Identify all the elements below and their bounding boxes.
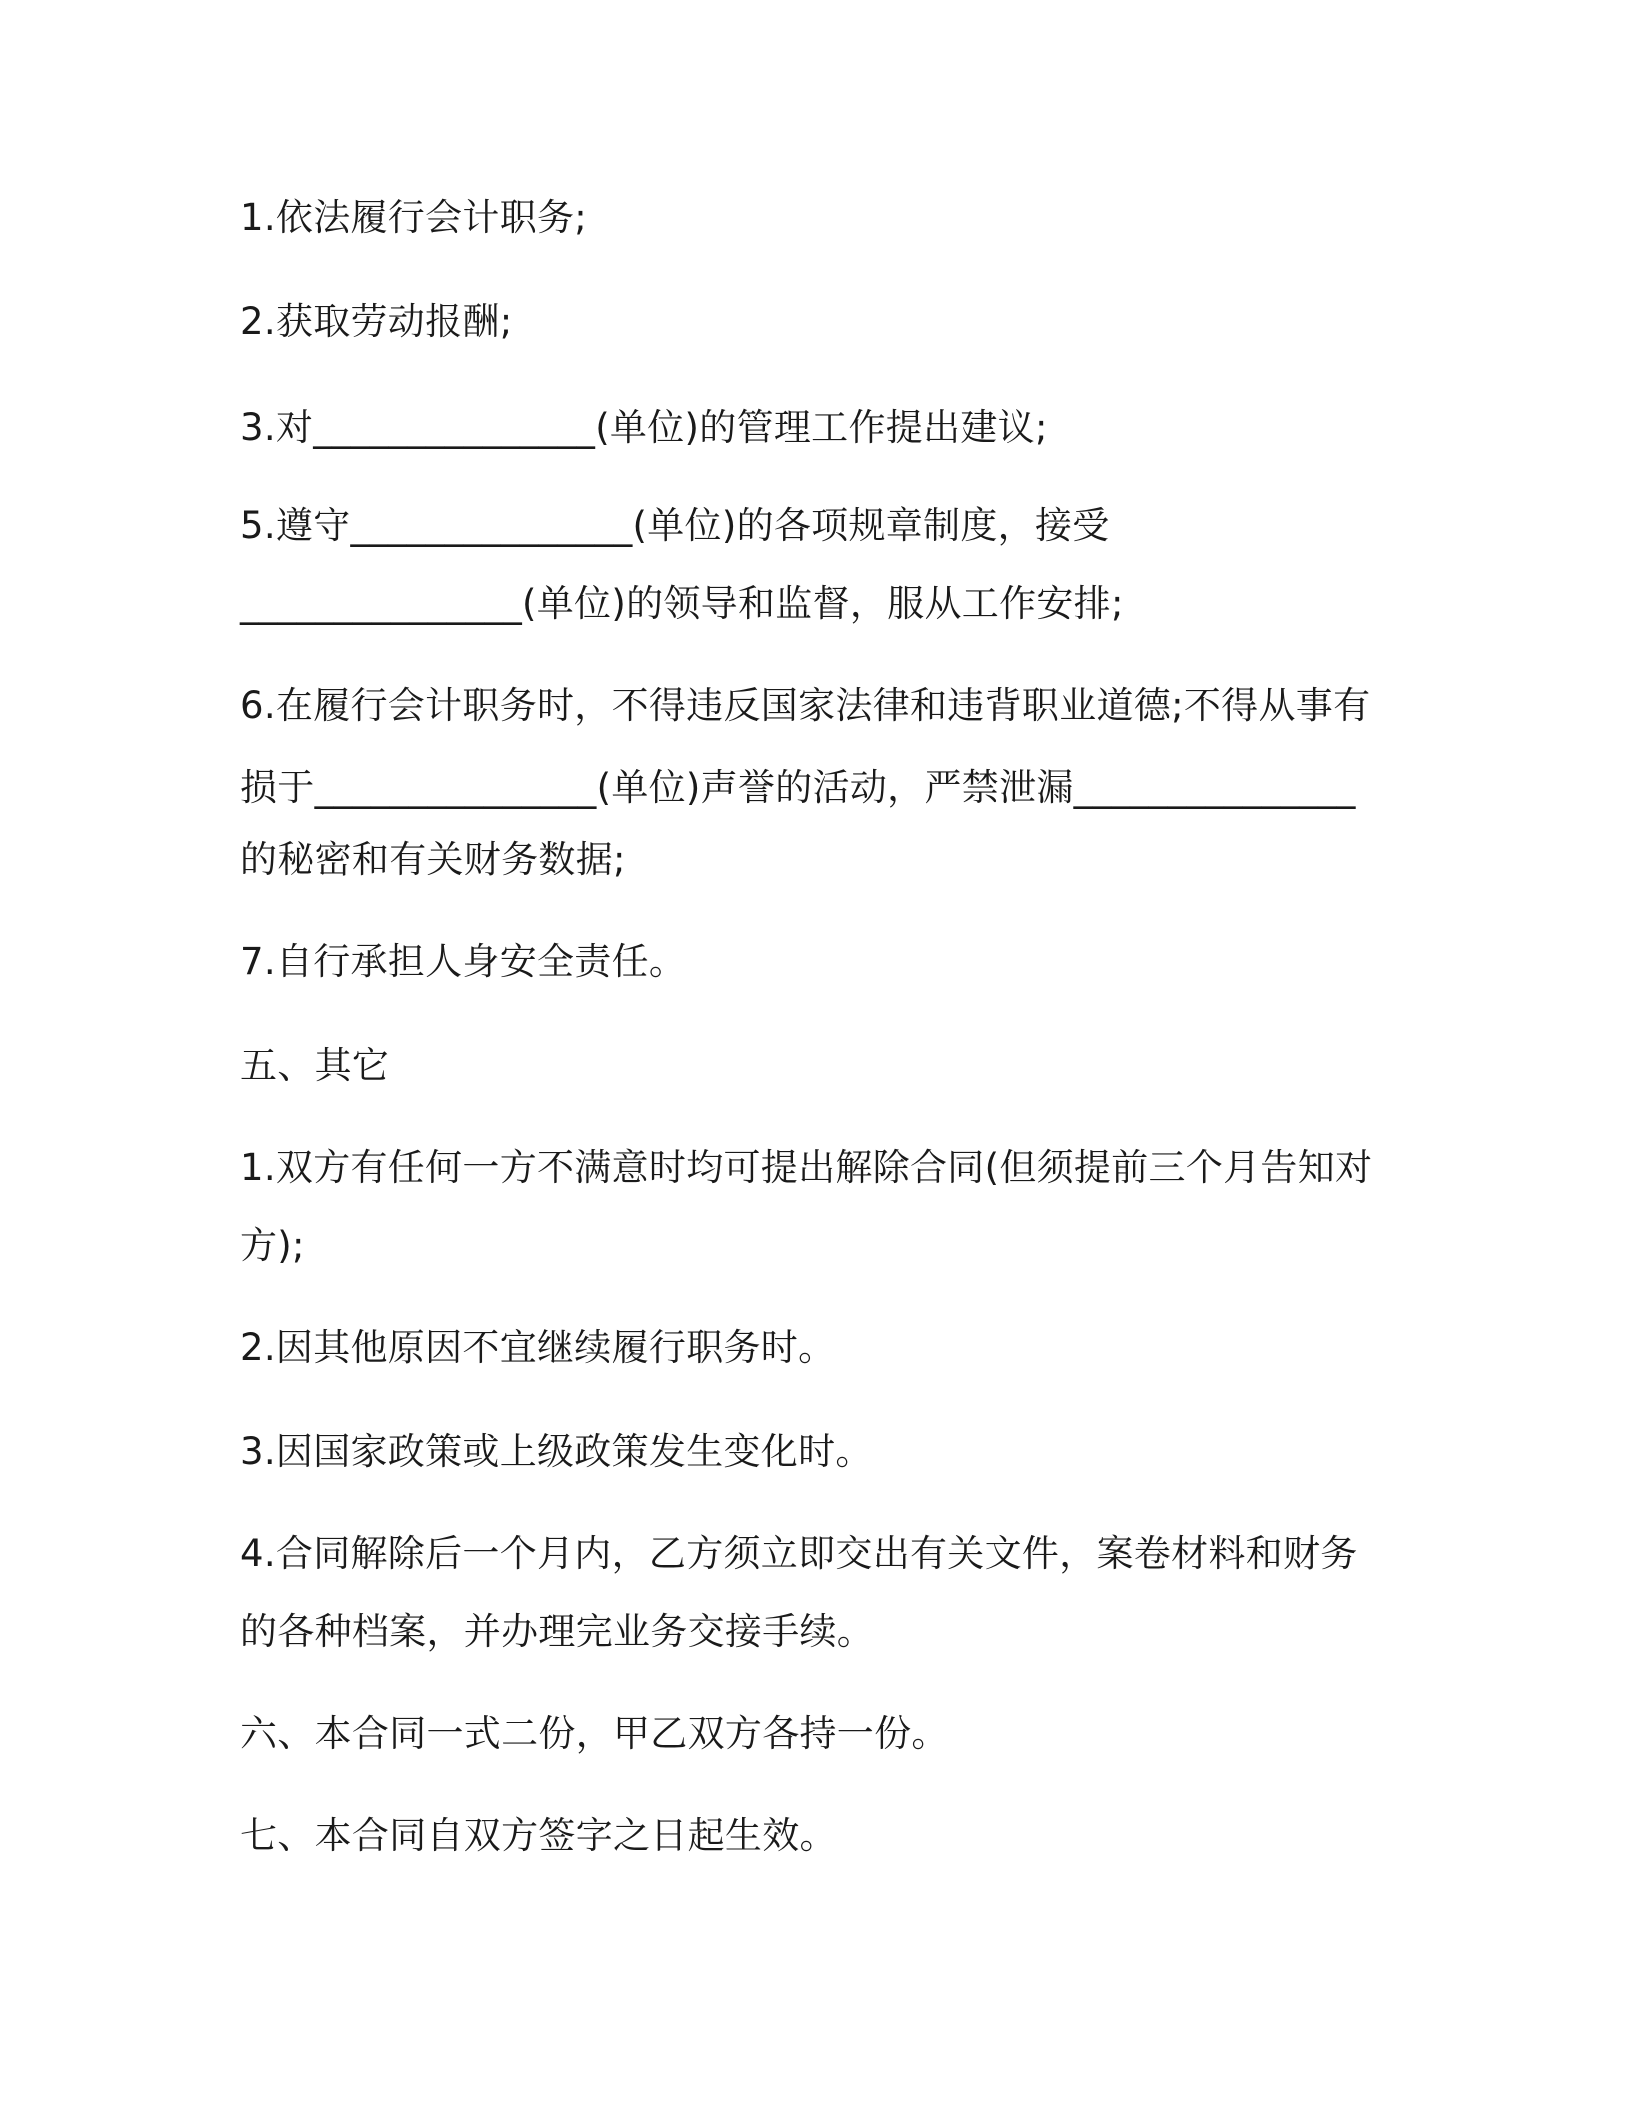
section-heading-other: 五、其它	[240, 1044, 390, 1087]
clause-line-16: 的各种档案，并办理完业务交接手续。	[240, 1610, 875, 1653]
clause-line-8: 的秘密和有关财务数据;	[240, 838, 626, 881]
clause-line-2: 2.获取劳动报酬;	[240, 300, 513, 343]
clause-line-14: 3.因国家政策或上级政策发生变化时。	[240, 1430, 873, 1473]
clause-line-6: 6.在履行会计职务时，不得违反国家法律和违背职业道德;不得从事有	[240, 684, 1371, 727]
clause-line-12: 方);	[240, 1224, 305, 1267]
clause-line-7: 损于_______________(单位)声誉的活动，严禁泄漏_______________	[240, 766, 1356, 809]
clause-line-4: 5.遵守_______________(单位)的各项规章制度，接受	[240, 504, 1110, 547]
clause-line-5: _______________(单位)的领导和监督，服从工作安排;	[240, 582, 1124, 625]
clause-line-11: 1.双方有任何一方不满意时均可提出解除合同(但须提前三个月告知对	[240, 1146, 1373, 1189]
clause-line-1: 1.依法履行会计职务;	[240, 196, 588, 239]
section-heading-seven: 七、本合同自双方签字之日起生效。	[240, 1814, 837, 1857]
clause-line-15: 4.合同解除后一个月内，乙方须立即交出有关文件，案卷材料和财务	[240, 1532, 1358, 1575]
clause-line-9: 7.自行承担人身安全责任。	[240, 940, 687, 983]
clause-line-13: 2.因其他原因不宜继续履行职务时。	[240, 1326, 836, 1369]
clause-line-3: 3.对_______________(单位)的管理工作提出建议;	[240, 406, 1048, 449]
section-heading-six: 六、本合同一式二份，甲乙双方各持一份。	[240, 1712, 949, 1755]
